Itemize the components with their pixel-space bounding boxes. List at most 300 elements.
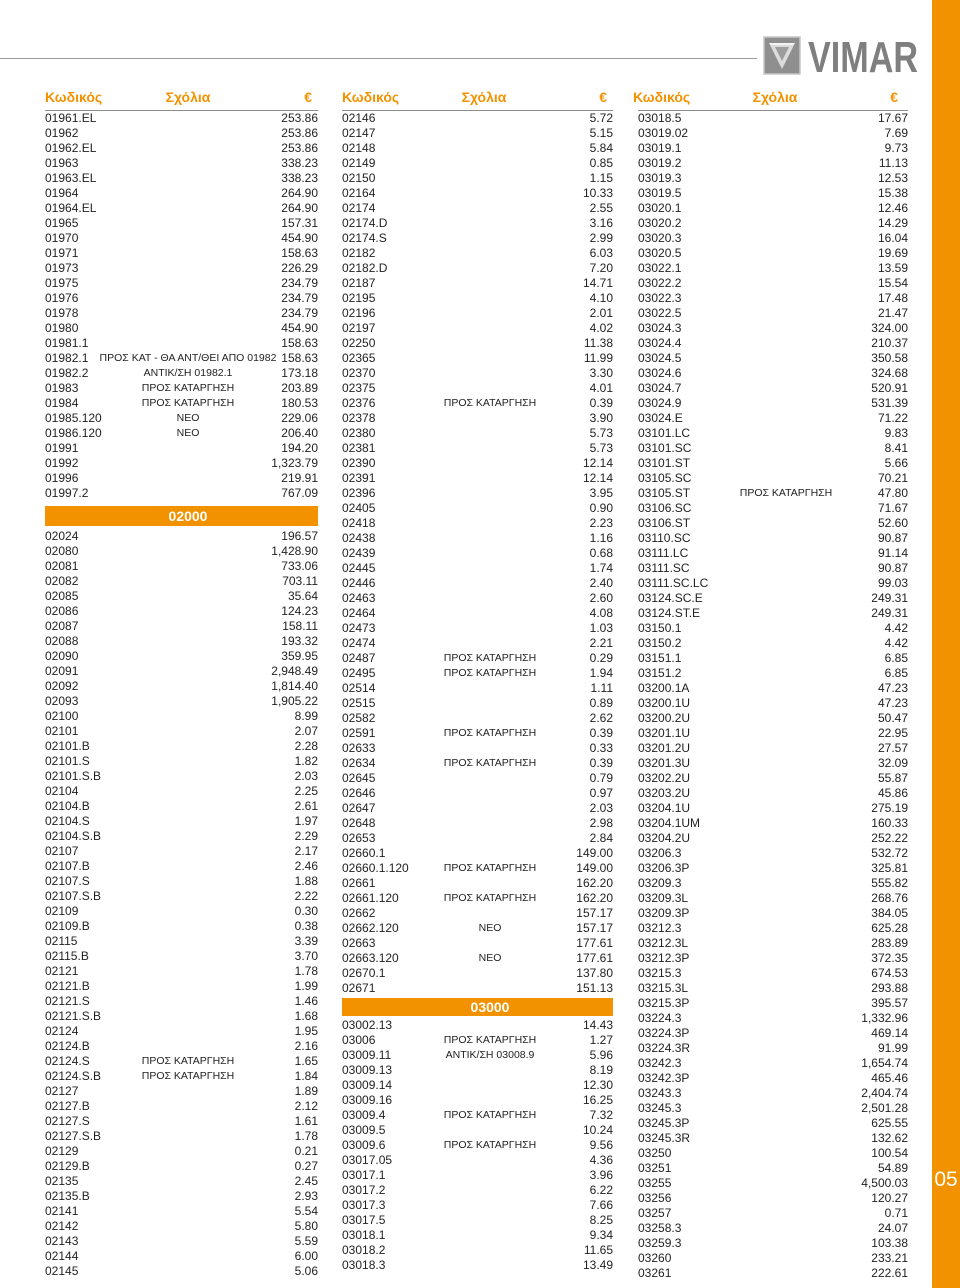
price-row xyxy=(638,1086,908,1101)
item-price: 338.23 xyxy=(281,156,318,170)
item-code: 03106.SC xyxy=(638,501,692,515)
item-code: 02439 xyxy=(342,546,376,560)
item-code: 02127.S.B xyxy=(45,1129,102,1143)
item-code: 02146 xyxy=(342,111,376,125)
item-price: 6.00 xyxy=(294,1249,318,1263)
item-price: 1.46 xyxy=(294,994,318,1008)
price-row xyxy=(638,516,908,531)
item-code: 02107 xyxy=(45,844,79,858)
price-column-2 xyxy=(342,84,613,1273)
item-code: 02195 xyxy=(342,291,376,305)
item-price: 7.32 xyxy=(589,1108,613,1122)
item-code: 03201.3U xyxy=(638,756,691,770)
price-row xyxy=(342,291,613,306)
price-row xyxy=(342,981,613,996)
price-row xyxy=(638,981,908,996)
item-price: 253.86 xyxy=(281,126,318,140)
item-code: 03200.1U xyxy=(638,696,691,710)
price-row xyxy=(342,531,613,546)
price-row xyxy=(638,216,908,231)
item-price: 1,428.90 xyxy=(271,544,318,558)
item-code: 01964 xyxy=(45,186,79,200)
item-code: 03019.5 xyxy=(638,186,682,200)
item-price: 0.33 xyxy=(589,741,613,755)
item-price: 1.89 xyxy=(294,1084,318,1098)
item-code: 02463 xyxy=(342,591,376,605)
item-code: 03256 xyxy=(638,1191,672,1205)
price-row xyxy=(342,696,613,711)
item-price: 5.73 xyxy=(589,441,613,455)
price-list xyxy=(638,111,908,1281)
price-row xyxy=(45,1264,318,1279)
item-code: 02464 xyxy=(342,606,376,620)
item-code: 02487 xyxy=(342,651,376,665)
item-code: 02147 xyxy=(342,126,376,140)
item-code: 02150 xyxy=(342,171,376,185)
price-row xyxy=(45,859,318,874)
price-row xyxy=(638,1266,908,1281)
item-note: ΠΡΟΣ ΚΑΤΑΡΓΗΣΗ xyxy=(141,1055,235,1067)
item-code: 02080 xyxy=(45,544,79,558)
item-code: 02661.120 xyxy=(342,891,399,905)
price-row xyxy=(342,576,613,591)
vimar-logo-text: VIMAR xyxy=(808,33,918,82)
item-price: 2.25 xyxy=(294,784,318,798)
item-price: 5.15 xyxy=(589,126,613,140)
item-price: 91.14 xyxy=(877,546,908,560)
price-row xyxy=(342,1168,613,1183)
item-price: 454.90 xyxy=(281,231,318,245)
item-code: 02663.120 xyxy=(342,951,399,965)
item-price: 10.24 xyxy=(582,1123,613,1137)
item-note: ΠΡΟΣ ΚΑΤΑΡΓΗΣΗ xyxy=(443,757,537,769)
price-row xyxy=(638,231,908,246)
price-row xyxy=(45,829,318,844)
price-row xyxy=(638,891,908,906)
item-code: 03022.5 xyxy=(638,306,682,320)
item-code: 02086 xyxy=(45,604,79,618)
item-code: 03017.3 xyxy=(342,1198,386,1212)
item-price: 2.23 xyxy=(589,516,613,530)
item-price: 2,404.74 xyxy=(861,1086,908,1100)
price-row xyxy=(45,1219,318,1234)
item-code: 02660.1 xyxy=(342,846,386,860)
item-price: 4.02 xyxy=(589,321,613,335)
price-row xyxy=(45,529,318,544)
item-price: 157.31 xyxy=(281,216,318,230)
price-row xyxy=(342,666,613,681)
item-price: 2,948.49 xyxy=(271,664,318,678)
item-price: 0.90 xyxy=(589,501,613,515)
item-code: 03105.SC xyxy=(638,471,692,485)
item-note: ΠΡΟΣ ΚΑΤΑΡΓΗΣΗ xyxy=(443,397,537,409)
price-row xyxy=(342,1138,613,1153)
price-row xyxy=(638,1116,908,1131)
price-row xyxy=(342,786,613,801)
item-price: 5.84 xyxy=(589,141,613,155)
item-price: 625.28 xyxy=(871,921,908,935)
item-code: 03101.LC xyxy=(638,426,691,440)
item-code: 03024.4 xyxy=(638,336,682,350)
price-row xyxy=(342,906,613,921)
item-price: 3.96 xyxy=(589,1168,613,1182)
price-row xyxy=(342,1078,613,1093)
item-price: 12.30 xyxy=(582,1078,613,1092)
price-row xyxy=(45,201,318,216)
item-code: 02104.B xyxy=(45,799,90,813)
item-code: 03019.3 xyxy=(638,171,682,185)
item-price: 8.25 xyxy=(589,1213,613,1227)
price-row xyxy=(638,1011,908,1026)
item-code: 02109.B xyxy=(45,919,90,933)
price-column-3 xyxy=(633,84,908,1281)
item-code: 03024.7 xyxy=(638,381,682,395)
item-code: 03105.ST xyxy=(638,486,691,500)
item-code: 03224.3 xyxy=(638,1011,682,1025)
item-code: 02662.120 xyxy=(342,921,399,935)
item-price: 6.85 xyxy=(884,666,908,680)
item-price: 3.16 xyxy=(589,216,613,230)
item-code: 02092 xyxy=(45,679,79,693)
item-code: 02085 xyxy=(45,589,79,603)
item-price: 9.34 xyxy=(589,1228,613,1242)
column-header-notes: Σχόλια xyxy=(461,89,507,105)
item-code: 03020.5 xyxy=(638,246,682,260)
price-row xyxy=(342,711,613,726)
item-code: 03206.3 xyxy=(638,846,682,860)
price-row xyxy=(342,1093,613,1108)
price-row xyxy=(45,709,318,724)
price-row xyxy=(45,664,318,679)
price-row xyxy=(342,606,613,621)
item-price: 2.61 xyxy=(294,799,318,813)
item-code: 02653 xyxy=(342,831,376,845)
item-price: 2.29 xyxy=(294,829,318,843)
price-row xyxy=(342,741,613,756)
price-row xyxy=(45,739,318,754)
item-price: 15.38 xyxy=(877,186,908,200)
item-price: 21.47 xyxy=(877,306,908,320)
item-price: 71.67 xyxy=(877,501,908,515)
item-code: 03250 xyxy=(638,1146,672,1160)
price-row xyxy=(45,904,318,919)
item-code: 02148 xyxy=(342,141,376,155)
price-row xyxy=(342,651,613,666)
item-price: 324.68 xyxy=(871,366,908,380)
item-price: 0.29 xyxy=(589,651,613,665)
item-price: 15.54 xyxy=(877,276,908,290)
item-price: 11.38 xyxy=(583,336,613,350)
item-price: 4.42 xyxy=(884,636,908,650)
item-code: 02127 xyxy=(45,1084,79,1098)
price-row xyxy=(342,681,613,696)
price-row xyxy=(638,951,908,966)
item-code: 03251 xyxy=(638,1161,672,1175)
price-row xyxy=(638,1071,908,1086)
item-code: 02135.B xyxy=(45,1189,90,1203)
item-code: 02124.B xyxy=(45,1039,90,1053)
price-row xyxy=(342,771,613,786)
item-price: 4.08 xyxy=(589,606,613,620)
item-code: 03124.SC.E xyxy=(638,591,703,605)
price-row xyxy=(45,949,318,964)
item-code: 02121.S.B xyxy=(45,1009,102,1023)
price-row xyxy=(638,1251,908,1266)
item-code: 03024.E xyxy=(638,411,683,425)
price-row xyxy=(342,1228,613,1243)
price-row xyxy=(638,486,908,501)
item-code: 01996 xyxy=(45,471,79,485)
item-price: 100.54 xyxy=(871,1146,908,1160)
item-code: 03151.2 xyxy=(638,666,682,680)
item-code: 03111.LC xyxy=(638,546,689,560)
item-price: 293.88 xyxy=(871,981,908,995)
item-price: 703.11 xyxy=(282,574,318,588)
price-row xyxy=(342,1213,613,1228)
item-price: 1.68 xyxy=(294,1009,318,1023)
price-row xyxy=(638,711,908,726)
column-header xyxy=(342,84,613,111)
item-price: 350.58 xyxy=(871,351,908,365)
item-price: 0.38 xyxy=(294,919,318,933)
item-code: 03024.9 xyxy=(638,396,682,410)
item-price: 253.86 xyxy=(281,111,318,125)
item-price: 4.10 xyxy=(589,291,613,305)
item-code: 02115.B xyxy=(45,949,89,963)
item-price: 203.89 xyxy=(281,381,318,395)
price-row xyxy=(638,756,908,771)
price-row xyxy=(45,246,318,261)
item-code: 02091 xyxy=(45,664,79,678)
price-row xyxy=(638,1191,908,1206)
item-code: 03215.3P xyxy=(638,996,690,1010)
item-price: 2.93 xyxy=(294,1189,318,1203)
item-price: 222.61 xyxy=(871,1266,908,1280)
item-code: 03022.3 xyxy=(638,291,682,305)
item-code: 01965 xyxy=(45,216,79,230)
price-row xyxy=(638,741,908,756)
price-row xyxy=(638,156,908,171)
item-code: 01992 xyxy=(45,456,79,470)
price-row xyxy=(45,589,318,604)
price-row xyxy=(45,1144,318,1159)
item-price: 1.27 xyxy=(589,1033,613,1047)
item-code: 03201.2U xyxy=(638,741,691,755)
item-code: 03259.3 xyxy=(638,1236,682,1250)
item-price: 2.28 xyxy=(294,739,318,753)
item-price: 2.07 xyxy=(294,724,318,738)
item-code: 02365 xyxy=(342,351,376,365)
item-price: 0.21 xyxy=(294,1144,318,1158)
item-code: 03017.5 xyxy=(342,1213,386,1227)
item-code: 02197 xyxy=(342,321,376,335)
price-row xyxy=(638,276,908,291)
item-price: 24.07 xyxy=(877,1221,908,1235)
item-code: 02090 xyxy=(45,649,79,663)
item-code: 03101.SC xyxy=(638,441,692,455)
item-note: ΝΕΟ xyxy=(478,952,502,964)
item-code: 03242.3 xyxy=(638,1056,682,1070)
price-row xyxy=(342,726,613,741)
item-price: 162.20 xyxy=(576,891,613,905)
price-row xyxy=(342,1123,613,1138)
chapter-tab-number: 05 xyxy=(934,1168,958,1191)
header-rule xyxy=(0,58,757,59)
price-row xyxy=(342,636,613,651)
item-code: 03009.5 xyxy=(342,1123,386,1137)
item-price: 0.85 xyxy=(589,156,613,170)
price-row xyxy=(638,1176,908,1191)
price-row xyxy=(638,1146,908,1161)
price-row xyxy=(342,1033,613,1048)
item-price: 395.57 xyxy=(871,996,908,1010)
item-price: 1,654.74 xyxy=(861,1056,908,1070)
item-price: 1.11 xyxy=(590,681,613,695)
column-header-notes: Σχόλια xyxy=(165,89,211,105)
price-row xyxy=(45,1174,318,1189)
item-price: 158.63 xyxy=(281,351,318,365)
item-price: 465.46 xyxy=(871,1071,908,1085)
item-code: 02381 xyxy=(342,441,376,455)
item-price: 0.30 xyxy=(294,904,318,918)
item-code: 03242.3P xyxy=(638,1071,690,1085)
item-code: 02645 xyxy=(342,771,376,785)
item-price: 13.49 xyxy=(582,1258,613,1272)
item-code: 03202.2U xyxy=(638,771,691,785)
item-price: 324.00 xyxy=(871,321,908,335)
item-price: 14.29 xyxy=(877,216,908,230)
item-code: 03209.3P xyxy=(638,906,690,920)
price-row xyxy=(45,321,318,336)
item-price: 158.63 xyxy=(281,246,318,260)
price-row xyxy=(45,799,318,814)
price-row xyxy=(638,1236,908,1251)
item-price: 1.95 xyxy=(294,1024,318,1038)
item-price: 13.59 xyxy=(877,261,908,275)
item-price: 1.15 xyxy=(589,171,613,185)
price-row xyxy=(638,1041,908,1056)
item-code: 02633 xyxy=(342,741,376,755)
item-code: 02121.B xyxy=(45,979,90,993)
item-code: 01961.EL xyxy=(45,111,97,125)
item-price: 0.68 xyxy=(589,546,613,560)
item-code: 02109 xyxy=(45,904,79,918)
price-row xyxy=(45,979,318,994)
price-row xyxy=(342,1153,613,1168)
price-row xyxy=(45,694,318,709)
price-row xyxy=(342,261,613,276)
price-row xyxy=(638,906,908,921)
price-row xyxy=(342,501,613,516)
price-row xyxy=(342,186,613,201)
item-price: 4.42 xyxy=(884,621,908,635)
price-row xyxy=(45,1024,318,1039)
price-row xyxy=(45,1159,318,1174)
item-code: 01963.EL xyxy=(45,171,97,185)
item-price: 249.31 xyxy=(871,591,908,605)
item-price: 5.54 xyxy=(294,1204,318,1218)
item-price: 0.97 xyxy=(589,786,613,800)
section-header xyxy=(342,998,613,1016)
item-code: 02634 xyxy=(342,756,376,770)
item-price: 124.23 xyxy=(281,604,318,618)
item-code: 03022.1 xyxy=(638,261,682,275)
item-price: 71.22 xyxy=(877,411,908,425)
item-price: 2.03 xyxy=(589,801,613,815)
price-row xyxy=(342,426,613,441)
column-header-code: Κωδικός xyxy=(45,89,103,105)
item-price: 252.22 xyxy=(871,831,908,845)
item-code: 01962.EL xyxy=(45,141,97,155)
item-price: 469.14 xyxy=(871,1026,908,1040)
price-row xyxy=(638,171,908,186)
price-list xyxy=(342,111,613,1273)
item-price: 2.46 xyxy=(294,859,318,873)
item-price: 0.89 xyxy=(589,696,613,710)
item-code: 01983 xyxy=(45,381,79,395)
item-code: 03209.3 xyxy=(638,876,682,890)
price-row xyxy=(638,726,908,741)
section-header xyxy=(45,506,318,526)
item-code: 01982.2 xyxy=(45,366,89,380)
item-note: ΠΡΟΣ ΚΑΤΑΡΓΗΣΗ xyxy=(141,397,235,409)
price-row xyxy=(638,411,908,426)
item-code: 03261 xyxy=(638,1266,672,1280)
item-code: 02182 xyxy=(342,246,376,260)
price-row xyxy=(638,1026,908,1041)
item-price: 47.80 xyxy=(877,486,908,500)
item-code: 02124.S.B xyxy=(45,1069,102,1083)
item-price: 70.21 xyxy=(877,471,908,485)
price-row xyxy=(638,501,908,516)
item-code: 03224.3P xyxy=(638,1026,690,1040)
item-price: 1,905.22 xyxy=(271,694,318,708)
price-row xyxy=(342,411,613,426)
item-price: 2.22 xyxy=(294,889,318,903)
item-code: 03022.2 xyxy=(638,276,682,290)
item-code: 02446 xyxy=(342,576,376,590)
price-row xyxy=(638,246,908,261)
item-code: 02380 xyxy=(342,426,376,440)
price-row xyxy=(638,591,908,606)
item-price: 253.86 xyxy=(281,141,318,155)
item-code: 02141 xyxy=(45,1204,79,1218)
column-header xyxy=(633,84,908,111)
item-note: ΠΡΟΣ ΚΑΤΑΡΓΗΣΗ xyxy=(141,382,235,394)
item-price: 180.53 xyxy=(281,396,318,410)
item-code: 03106.ST xyxy=(638,516,691,530)
item-code: 03224.3R xyxy=(638,1041,691,1055)
item-code: 03203.2U xyxy=(638,786,691,800)
item-price: 12.14 xyxy=(582,456,613,470)
price-row xyxy=(342,1108,613,1123)
price-row xyxy=(638,351,908,366)
item-price: 264.90 xyxy=(281,201,318,215)
item-price: 2.40 xyxy=(589,576,613,590)
item-price: 520.91 xyxy=(871,381,908,395)
price-row xyxy=(342,231,613,246)
item-price: 9.73 xyxy=(884,141,908,155)
item-code: 02142 xyxy=(45,1219,79,1233)
price-row xyxy=(45,889,318,904)
item-price: 1,332.96 xyxy=(861,1011,908,1025)
item-code: 02370 xyxy=(342,366,376,380)
item-code: 03018.2 xyxy=(342,1243,386,1257)
item-price: 4.36 xyxy=(589,1153,613,1167)
item-price: 3.95 xyxy=(589,486,613,500)
price-row xyxy=(45,276,318,291)
price-row xyxy=(45,619,318,634)
